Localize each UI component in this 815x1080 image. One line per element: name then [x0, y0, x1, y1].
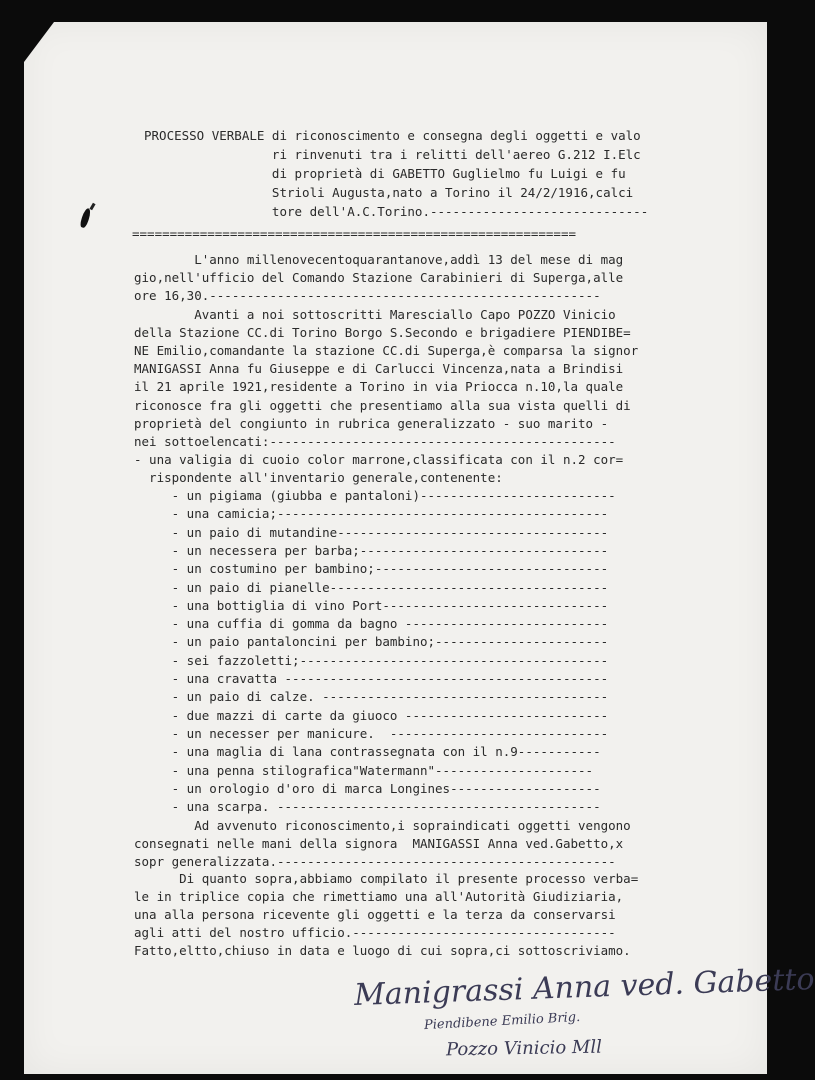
list-item: - sei fazzoletti;----------------------------------------- — [134, 652, 609, 668]
text-line: Ad avvenuto riconoscimento,i sopraindicati oggetti vengono — [134, 818, 631, 833]
header-line: tore dell'A.C.Torino.----------------------------- — [144, 204, 649, 219]
list-item: - un costumino per bambino;------------------------------- — [134, 561, 609, 577]
text-line: riconosce fra gli oggetti che presentiamo alla sua vista quelli di — [134, 397, 631, 413]
list-item: - un pigiama (giubba e pantaloni)-------------------------- — [134, 488, 616, 503]
header-line: Strioli Augusta,nato a Torino il 24/2/1916,calci — [144, 185, 634, 200]
text-line: Di quanto sopra,abbiamo compilato il presente processo verba= — [134, 871, 639, 887]
ink-blot — [79, 207, 92, 228]
text-line: della Stazione CC.di Torino Borgo S.Secondo e brigadiere PIENDIBE= — [134, 324, 631, 340]
list-item: - un paio di calze. -------------------------------------- — [134, 689, 609, 705]
text-line: rispondente all'inventario generale,contenente: — [134, 470, 503, 486]
text-line: sopr generalizzata.--------------------------------------------- — [134, 853, 616, 869]
signature-pozzo: Pozzo Vinicio Mll — [445, 1036, 603, 1061]
separator-line: =========================================================== — [132, 226, 577, 241]
signature-piendibene: Piendibene Emilio Brig. — [423, 1009, 581, 1034]
text-line: NE Emilio,comandante la stazione CC.di Superga,è comparsa la signor — [134, 343, 639, 358]
header-line: di proprietà di GABETTO Guglielmo fu Luigi e fu — [144, 166, 626, 181]
text-line: proprietà del congiunto in rubrica generalizzato - suo marito - — [134, 415, 609, 431]
text-line: il 21 aprile 1921,residente a Torino in via Priocca n.10,la quale — [134, 379, 624, 395]
signature-manigassi: Manigrassi Anna ved. Gabetto — [353, 961, 815, 1014]
text-line: - una valigia di cuoio color marrone,classificata con il n.2 cor= — [134, 452, 624, 468]
list-item: - un paio pantaloncini per bambino;----------------------- — [134, 634, 609, 650]
list-item: - un paio di pianelle------------------------------------- — [134, 579, 609, 595]
list-item: - due mazzi di carte da giuoco --------------------------- — [134, 707, 609, 723]
list-item: - una maglia di lana contrassegnata con il n.9----------- — [134, 744, 601, 760]
text-line: consegnati nelle mani della signora MANIGASSI Anna ved.Gabetto,x — [134, 835, 624, 851]
text-line: ore 16,30.---------------------------------------------------- — [134, 288, 601, 304]
ink-mark — [89, 203, 95, 211]
text-line: L'anno millenovecentoquarantanove,addì 13 del mese di mag — [134, 252, 624, 267]
list-item: - un necessera per barba;--------------------------------- — [134, 542, 609, 558]
header-line: PROCESSO VERBALE di riconoscimento e consegna degli oggetti e valo — [144, 128, 641, 143]
list-item: - una penna stilografica"Watermann"--------------------- — [134, 762, 594, 778]
list-item: - un orologio d'oro di marca Longines-------------------- — [134, 780, 601, 796]
list-item: - una scarpa. ------------------------------------------- — [134, 799, 601, 815]
text-line: Avanti a noi sottoscritti Maresciallo Capo POZZO Vinicio — [134, 306, 616, 322]
list-item: - una cravatta ------------------------------------------- — [134, 671, 609, 686]
document-page — [24, 22, 815, 1074]
list-item: - una camicia;-------------------------------------------- — [134, 506, 609, 522]
text-line: una alla persona ricevente gli oggetti e la terza da conservarsi — [134, 907, 616, 922]
text-line: agli atti del nostro ufficio.----------------------------------- — [134, 924, 616, 940]
header-line: ri rinvenuti tra i relitti dell'aereo G.212 I.Elc — [144, 147, 641, 162]
text-line: le in triplice copia che rimettiamo una all'Autorità Giudiziaria, — [134, 889, 624, 905]
text-line: Fatto,eltto,chiuso in data e luogo di cui sopra,ci sottoscriviamo. — [134, 942, 631, 958]
text-line: nei sottoelencati:---------------------------------------------- — [134, 434, 616, 449]
text-line: MANIGASSI Anna fu Giuseppe e di Carlucci Vincenza,nata a Brindisi — [134, 361, 624, 377]
torn-corner — [24, 22, 54, 62]
text-line: gio,nell'ufficio del Comando Stazione Carabinieri di Superga,alle — [134, 270, 624, 286]
list-item: - un paio di mutandine------------------------------------ — [134, 524, 609, 540]
list-item: - una cuffia di gomma da bagno --------------------------- — [134, 616, 609, 632]
list-item: - una bottiglia di vino Port------------------------------ — [134, 597, 609, 613]
list-item: - un necesser per manicure. ----------------------------- — [134, 725, 609, 741]
